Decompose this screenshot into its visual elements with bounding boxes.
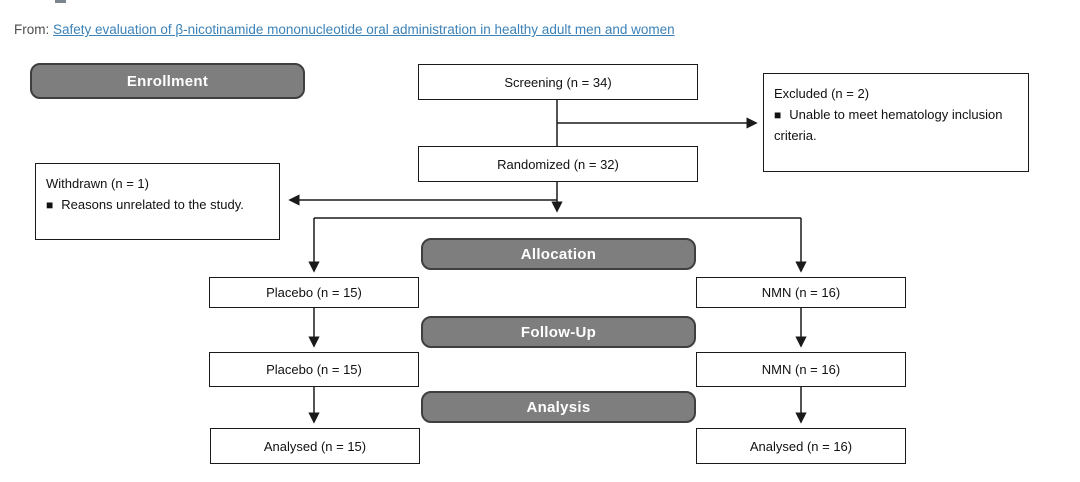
flow-box-excluded (763, 73, 1029, 172)
flow-box-analysed-nmn: Analysed (n = 16) (696, 428, 906, 464)
stage-label-enrollment: Enrollment (30, 63, 305, 99)
excluded-reason-text: Unable to meet hematology inclusion criteria. (774, 106, 1003, 143)
excluded-reason-line (774, 105, 1018, 147)
stage-label-analysis: Analysis (421, 391, 696, 423)
bullet-square-icon: ■ (774, 107, 782, 122)
flow-box-analysed-placebo: Analysed (n = 15) (210, 428, 420, 464)
flow-box-screening: Screening (n = 34) (418, 64, 698, 100)
flow-box-randomized: Randomized (n = 32) (418, 146, 698, 182)
stage-label-allocation: Allocation (421, 238, 696, 270)
withdrawn-reason-line (46, 195, 269, 216)
flow-box-withdrawn (35, 163, 280, 240)
stage-label-follow-up: Follow-Up (421, 316, 696, 348)
flow-box-placebo-allocation: Placebo (n = 15) (209, 277, 419, 308)
withdrawn-reason-text: Reasons unrelated to the study. (61, 196, 244, 212)
from-prefix-label: From: (14, 22, 50, 37)
flow-box-nmn-allocation: NMN (n = 16) (696, 277, 906, 308)
article-title-link[interactable]: Safety evaluation of β-nicotinamide mononucleotide oral administration in healthy adult men and women (53, 22, 675, 37)
withdrawn-title: Withdrawn (n = 1) (46, 176, 149, 191)
flow-box-nmn-followup: NMN (n = 16) (696, 352, 906, 387)
excluded-title: Excluded (n = 2) (774, 86, 870, 101)
bullet-square-icon: ■ (46, 197, 54, 212)
flow-box-placebo-followup: Placebo (n = 15) (209, 352, 419, 387)
